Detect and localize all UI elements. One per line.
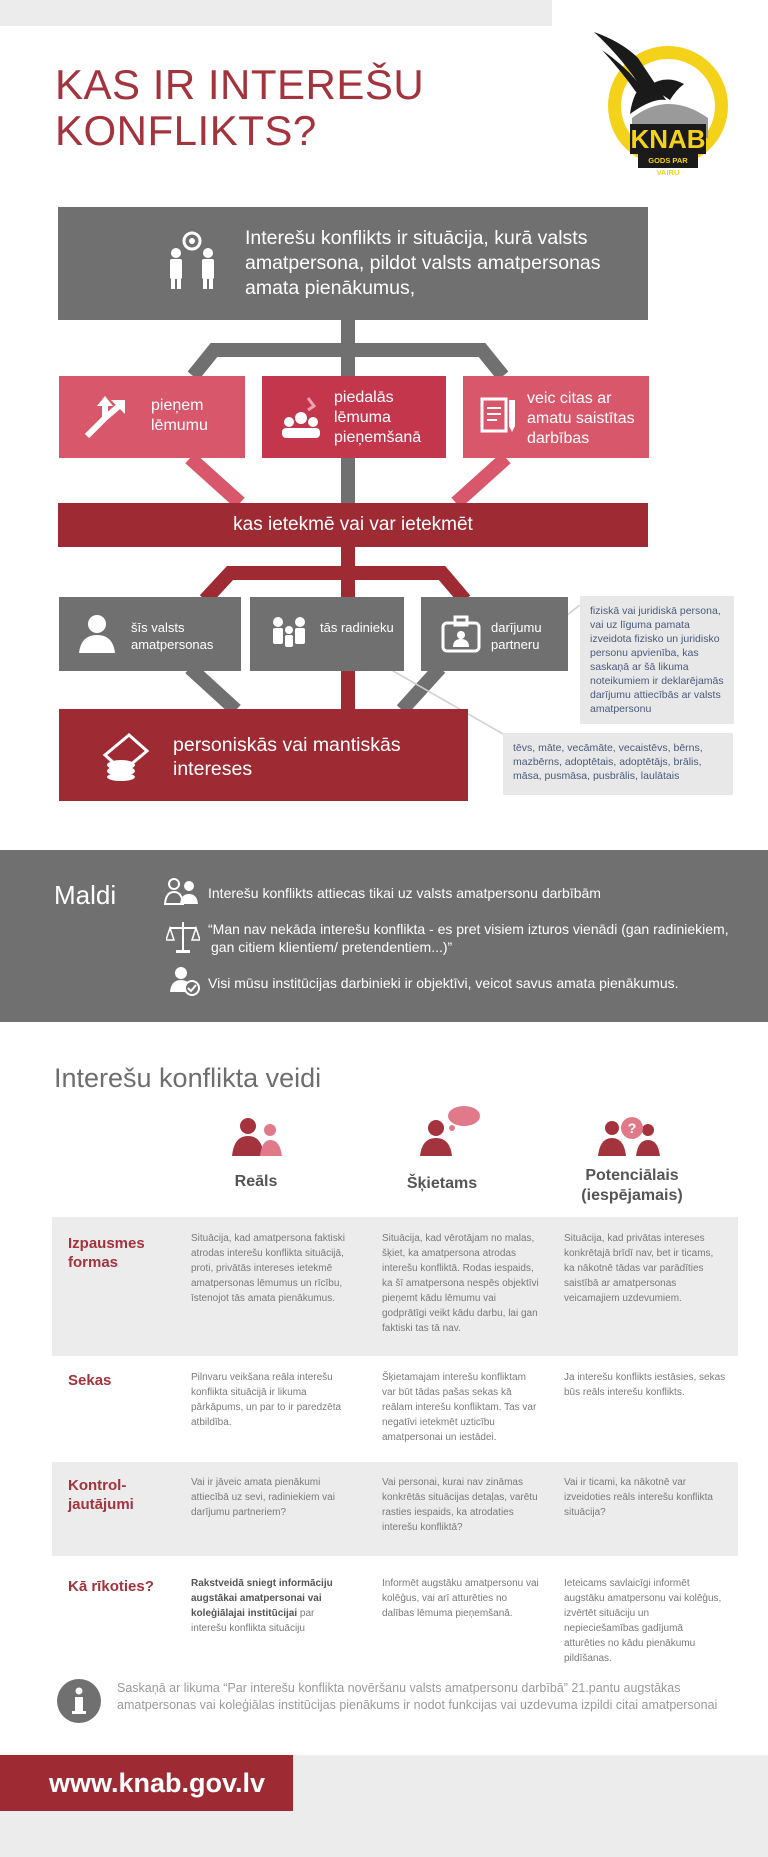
row-label-forms <box>68 1234 168 1272</box>
table-cell <box>191 1576 351 1636</box>
definition-text: Interešu konflikts ir situācija, kurā valsts amatpersona, pildot valsts amatpersonas amata pienākumus, <box>245 227 601 299</box>
column-potential <box>562 1166 702 1206</box>
column-potential-label: Potenciālais <box>585 1167 679 1184</box>
document-pen-icon <box>479 396 519 436</box>
table-cell: Šķietamajam interešu konfliktam var būt tādas pašas sekas kā reālam interešu konfliktam. Tas var negatīvi ietekmēt uzticību amatpersonai un iestādei. <box>382 1372 537 1443</box>
table-cell: Vai ir ticami, ka nākotnē var izveidoties reāls interešu konflikta situācija? <box>564 1477 713 1518</box>
title-line-2: KONFLIKTS? <box>55 107 317 154</box>
svg-text:?: ? <box>627 1120 637 1136</box>
interests-box <box>59 709 468 801</box>
row-label-consequences: Sekas <box>68 1372 112 1389</box>
family-icon <box>270 615 308 653</box>
column-potential-sublabel: (iespējamais) <box>581 1187 683 1204</box>
thinking-person-icon <box>418 1104 484 1158</box>
two-people-icon <box>228 1116 288 1158</box>
subject-label-partners: darījumu partneru <box>491 620 542 652</box>
cell-bold-text: Rakstveidā sniegt informāciju augstākai amatpersonai vai koleģiālajai institūcijai <box>191 1578 333 1619</box>
cell-rest-text: par interešu konflikta situāciju <box>191 1608 315 1634</box>
scales-icon <box>166 920 200 954</box>
row-label-control-2: jautājumi <box>68 1496 134 1513</box>
subject-box-partners <box>421 597 568 671</box>
table-cell: Vai personai, kurai nav zināmas konkrētās situācijas detaļas, varētu rasties iespaids, ka atrodaties interešu konfliktā? <box>382 1477 538 1533</box>
misconceptions-title: Maldi <box>54 880 117 910</box>
column-apparent: Šķietams <box>406 1175 478 1192</box>
action-box-other <box>463 376 649 458</box>
info-icon <box>57 1679 101 1723</box>
table-cell: Informēt augstāku amatpersonu vai kolēģus, vai arī atturēties no dalības lēmuma pieņemšanā. <box>382 1578 539 1619</box>
title-line-1: KAS IR INTEREŠU <box>55 61 425 108</box>
partner-definition-note: fiziskā vai juridiskā persona, vai uz līguma pamata izveidota fizisko un juridisko personu apvienība, kas saskaņā ar šā likuma noteikumiem ir deklarējamās darījumu attiecībās ar valsts amatpersonu <box>580 596 734 724</box>
misconception-2-cont: gan citiem klientiem/ pretendentiem...)” <box>211 939 453 955</box>
misconception-3: Visi mūsu institūcijas darbinieki ir objektīvi, veicot savus amata pienākumus. <box>208 975 679 991</box>
row-label-action: Kā rīkoties? <box>68 1578 154 1595</box>
person-icon <box>77 613 117 655</box>
subject-box-official <box>59 597 241 671</box>
misconception-1: Interešu konflikts attiecas tikai uz valsts amatpersonu darbībām <box>208 885 601 901</box>
people-icon <box>164 878 200 906</box>
row-label-control-1: Kontrol- <box>68 1477 127 1494</box>
website-link[interactable]: www.knab.gov.lv <box>0 1755 293 1811</box>
subject-label-official: šīs valsts amatpersonas <box>131 620 214 652</box>
column-real: Reāls <box>234 1173 278 1190</box>
action-box-decide <box>59 376 245 458</box>
row-label-forms-1: Izpausmes <box>68 1235 145 1252</box>
misconception-2: “Man nav nekāda interešu konflikta - es pret visiem izturos vienādi (gan radiniekiem, <box>208 921 729 937</box>
row-label-forms-2: formas <box>68 1254 119 1271</box>
question-people-icon <box>596 1116 666 1158</box>
people-gear-icon <box>162 231 222 291</box>
relatives-definition-note: tēvs, māte, vecāmāte, vecaistēvs, bērns, mazbērns, adoptētais, adoptētājs, brālis, māsa, pusmāsa, pusbrālis, laulātais <box>503 733 733 795</box>
action-label-decide: pieņem lēmumu <box>151 397 208 434</box>
table-cell: Pilnvaru veikšana reāla interešu konflikta situācijā ir likuma pārkāpums, un par to ir paredzēta atbildība. <box>191 1372 342 1428</box>
types-section-title: Interešu konflikta veidi <box>54 1063 322 1093</box>
table-cell: Situācija, kad privātas intereses konkrētajā brīdī nav, bet ir ticams, ka nākotnē tādas var parādīties saistībā ar amatpersonas veicamajiem uzdevumiem. <box>564 1233 714 1304</box>
action-box-participate <box>262 376 446 458</box>
meeting-icon <box>278 394 324 440</box>
row-label-control <box>68 1476 168 1514</box>
table-cell: Situācija, kad amatpersona faktiski atrodas interešu konflikta situācijā, proti, privātās intereses ietekmē amatpersonas lēmumus un rīcību, īstenojot tās amata pienākumus. <box>191 1233 345 1304</box>
action-label-other: veic citas ar amatu saistītas darbības <box>527 390 635 447</box>
table-cell: Situācija, kad vērotājam no malas, šķiet, ka amatpersona atrodas interešu konfliktā. Rodas iespaids, ka šī amatpersona nespēs objektīvi pieņemt kādu lēmumu vai godprātīgi veikt kādu darbu, lai gan faktiski tas tā nav. <box>382 1233 539 1334</box>
subject-label-relatives: tās radinieku <box>320 620 394 635</box>
table-cell: Ja interešu konflikts iestāsies, sekas būs reāls interešu konflikts. <box>564 1372 726 1398</box>
person-check-icon <box>170 966 200 996</box>
briefcase-icon <box>441 615 481 653</box>
subject-box-relatives <box>250 597 404 671</box>
logo-motto: GODS PAR VAIRU <box>648 156 688 177</box>
logo-abbr: KNAB <box>630 124 706 154</box>
table-cell: Ieteicams savlaicīgi informēt augstāku amatpersonu vai kolēģus, izvērtēt situāciju un nepieciešamības gadījumā atturēties no kādu pienākumu pildīšanas. <box>564 1578 722 1664</box>
table-cell: Vai ir jāveic amata pienākumi attiecībā uz sevi, radiniekiem vai darījumu partneriem? <box>191 1477 335 1518</box>
arrows-icon <box>83 396 127 440</box>
definition-box <box>58 207 648 320</box>
influence-bar: kas ietekmē vai var ietekmēt <box>58 503 648 547</box>
legal-note: Saskaņā ar likuma “Par interešu konflikta novēršanu valsts amatpersonu darbībā” 21.pantu augstākas amatpersonas vai koleģiālas institūcijas pienākums ir nodot funkcijas vai uzdevuma izpildi citai amatpersonai <box>117 1681 718 1712</box>
money-icon <box>101 731 151 781</box>
interests-text: personiskās vai mantiskās intereses <box>173 734 401 780</box>
action-label-participate: piedalās lēmuma pieņemšanā <box>334 389 422 446</box>
